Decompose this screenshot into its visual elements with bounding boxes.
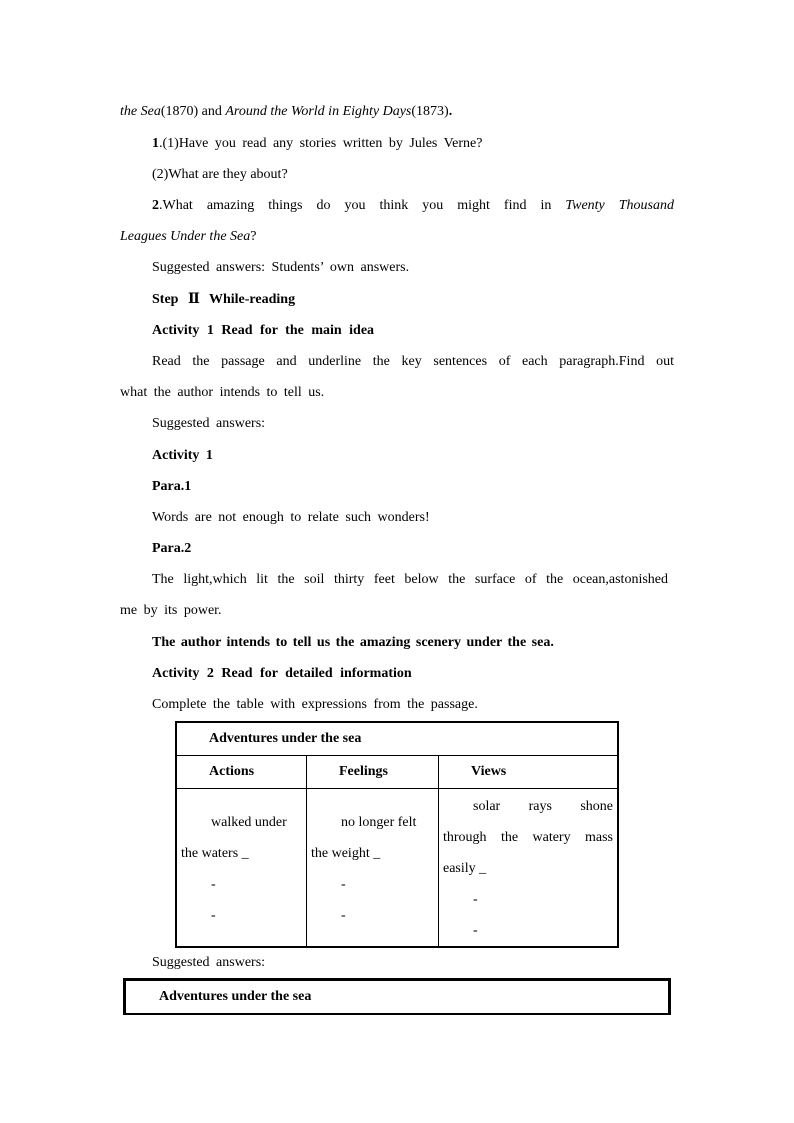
suggested-answer-1: Suggested answers: Students’ own answers.	[152, 260, 410, 275]
actions-cell	[176, 788, 307, 947]
question-2-number: 2	[152, 198, 159, 213]
actions-line1: walked under	[211, 814, 287, 830]
suggested-answers-label-2: Suggested answers:	[152, 955, 266, 970]
activity-1-instructions-b: what the author intends to tell us.	[120, 385, 325, 400]
question-2-book-b: Leagues Under the Sea	[120, 229, 251, 244]
feelings-dash2: -	[341, 907, 346, 923]
views-line3: easily _	[443, 860, 487, 876]
para-2-label: Para.2	[152, 541, 192, 556]
actions-dash1: -	[211, 876, 216, 892]
step-2-heading: Step Ⅱ While-reading	[152, 292, 296, 307]
question-1	[152, 134, 674, 154]
answers-table	[123, 978, 671, 1015]
para-1-text: Words are not enough to relate such wonders!	[152, 510, 430, 525]
views-line1: solar rays shone	[473, 798, 613, 814]
actions-dash2: -	[211, 907, 216, 923]
year-2: (1873)	[411, 104, 449, 119]
header-feelings: Feelings	[307, 755, 439, 788]
feelings-line1: no longer felt	[341, 814, 417, 830]
para-2-text-b: me by its power.	[120, 603, 222, 618]
actions-line2: the waters _	[181, 845, 249, 861]
para-1-label: Para.1	[152, 479, 192, 494]
activity-1-instructions-a: Read the passage and underline the key sentences of each paragraph.Find out	[152, 354, 674, 369]
header-actions: Actions	[176, 755, 307, 788]
feelings-dash1: -	[341, 876, 346, 892]
intro-line	[120, 102, 674, 122]
question-2-text: .What amazing things do you think you might find in	[159, 198, 552, 213]
question-2-qmark: ?	[250, 229, 257, 244]
feelings-cell	[307, 788, 439, 947]
views-dash2: -	[473, 922, 478, 938]
year-1: (1870) and	[160, 104, 226, 119]
views-line2: through the watery mass	[443, 829, 613, 845]
activity-2-heading: Activity 2 Read for detailed information	[152, 666, 412, 681]
header-views: Views	[439, 755, 619, 788]
views-cell	[439, 788, 619, 947]
activity-1-heading: Activity 1 Read for the main idea	[152, 323, 375, 338]
book-title-1: the Sea	[120, 104, 161, 119]
table-title: Adventures under the sea	[176, 722, 618, 755]
para-2-text-a: The light,which lit the soil thirty feet below the surface of the ocean,astonished	[152, 572, 668, 587]
suggested-answers-label: Suggested answers:	[152, 416, 266, 431]
views-dash1: -	[473, 891, 478, 907]
conclusion: The author intends to tell us the amazing scenery under the sea.	[152, 635, 554, 650]
question-2-line1	[152, 196, 674, 216]
intro-period: .	[448, 104, 453, 119]
answers-table-title: Adventures under the sea	[159, 989, 312, 1004]
activity-2-instructions: Complete the table with expressions from the passage.	[152, 697, 478, 712]
feelings-line2: the weight _	[311, 845, 381, 861]
activity-1-label: Activity 1	[152, 448, 213, 463]
book-title-2: Around the World in Eighty Days	[225, 104, 412, 119]
question-1-part2: (2)What are they about?	[152, 167, 288, 182]
question-1-number: 1	[152, 136, 159, 151]
adventures-table	[175, 721, 619, 948]
question-2-line2	[120, 227, 674, 247]
question-2-book-a: Twenty Thousand	[565, 198, 674, 213]
question-1-part1: .(1)Have you read any stories written by Jules Verne?	[159, 136, 483, 151]
